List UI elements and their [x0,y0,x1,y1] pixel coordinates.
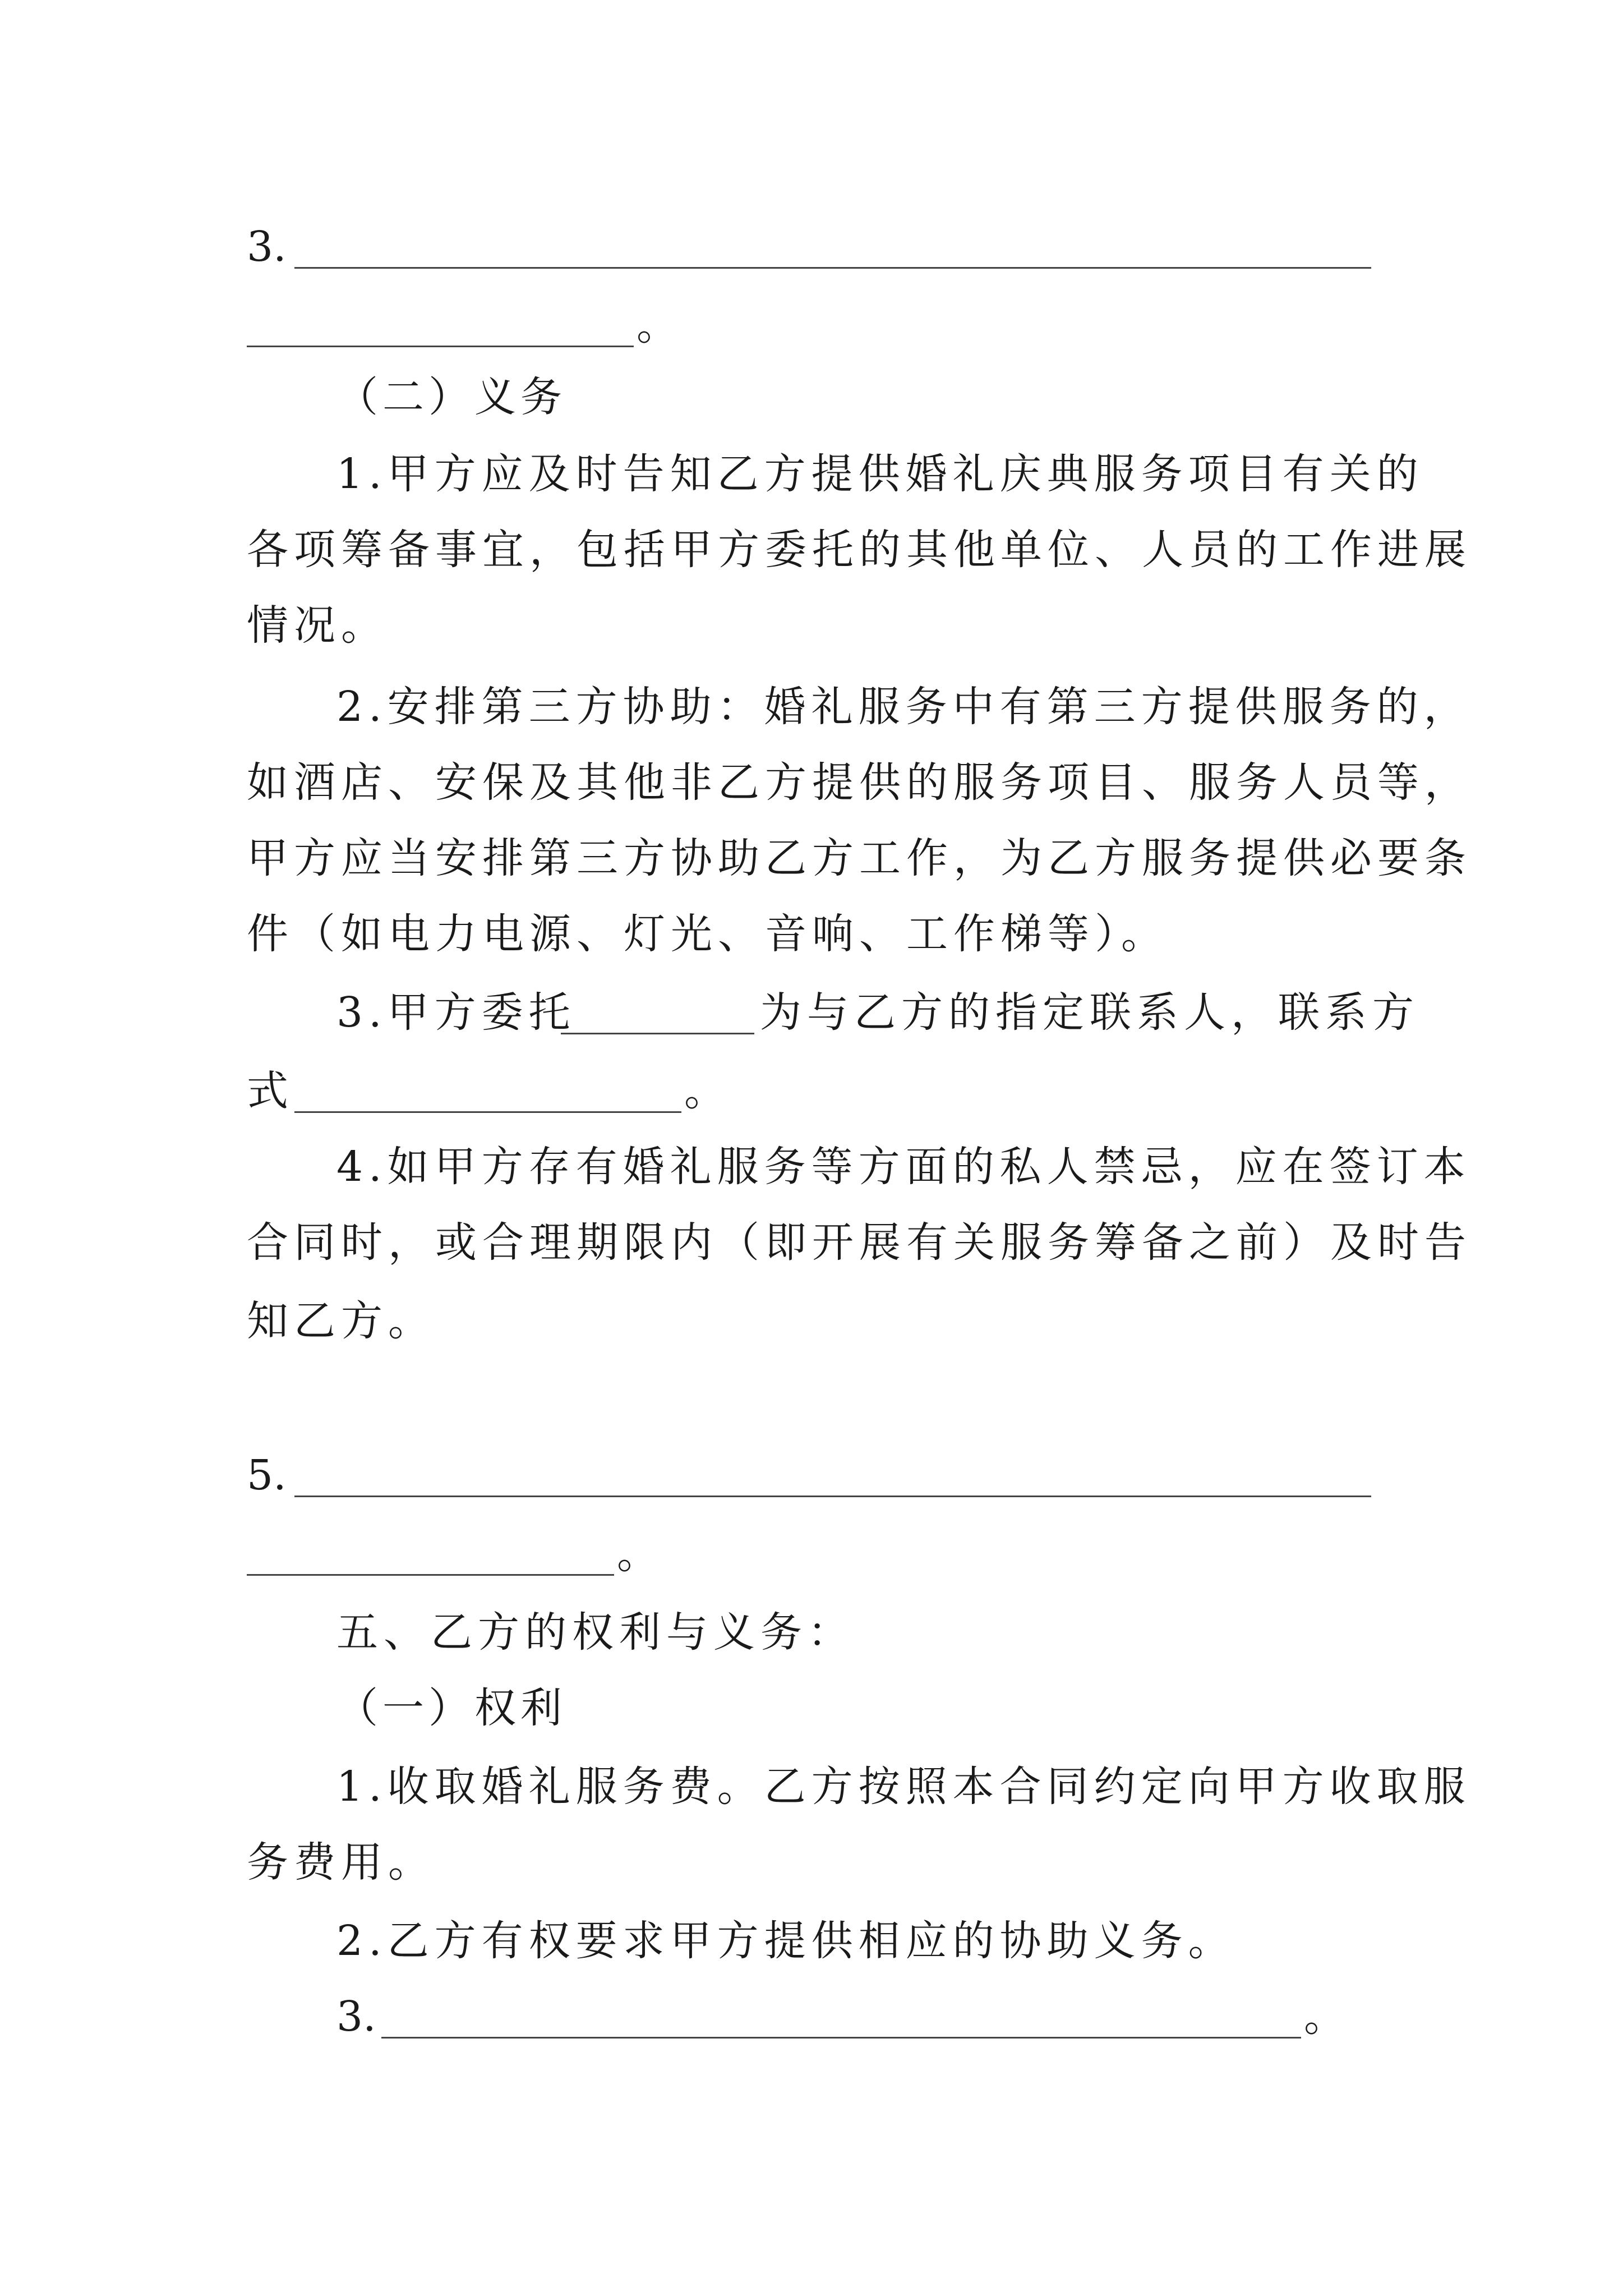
heading-text: （二）义务 [336,373,566,421]
period: 。 [637,301,683,349]
paragraph-text: 3.甲方委托 [336,988,576,1037]
paragraph-text: 1.甲方应及时告知乙方提供婚礼庆典服务项目有关的 [336,450,1424,498]
heading-text: （一）权利 [336,1684,566,1732]
fill-in-blank [381,2005,1301,2039]
period: 。 [1304,1993,1350,2041]
fill-in-blank [247,314,634,347]
contact-method-blank [294,1080,681,1113]
paragraph-text: 2.乙方有权要求甲方提供相应的协助义务。 [336,1917,1235,1965]
paragraph-text: 2.安排第三方协助：婚礼服务中有第三方提供服务的， [336,683,1471,731]
period: 。 [684,1067,730,1115]
paragraph-text: 甲方应当安排第三方协助乙方工作，为乙方服务提供必要条 [247,834,1472,882]
paragraph-text: 为与乙方的指定联系人，联系方 [760,988,1419,1037]
paragraph-text: 1.收取婚礼服务费。乙方按照本合同约定向甲方收取服 [336,1763,1471,1811]
fill-in-blank [247,1543,614,1576]
contact-person-blank [561,1001,754,1034]
paragraph-text: 各项筹备事宜，包括甲方委托的其他单位、人员的工作进展 [247,526,1472,574]
item-number: 3. [336,1993,376,2041]
paragraph-text: 4.如甲方存有婚礼服务等方面的私人禁忌，应在签订本 [336,1143,1471,1191]
paragraph-text: 务费用。 [247,1838,435,1887]
item-number: 5. [247,1451,287,1499]
paragraph-text: 情况。 [247,601,388,650]
period: 。 [617,1530,663,1578]
heading-text: 五、乙方的权利与义务： [336,1608,855,1657]
paragraph-text: 件（如电力电源、灯光、音响、工作梯等）。 [247,910,1168,958]
item-number: 3. [247,223,287,271]
paragraph-text: 合同时，或合理期限内（即开展有关服务筹备之前）及时告 [247,1218,1472,1267]
paragraph-text: 式 [247,1067,293,1115]
paragraph-text: 知乙方。 [247,1297,435,1345]
fill-in-blank [294,236,1371,269]
paragraph-text: 如酒店、安保及其他非乙方提供的服务项目、服务人员等， [247,758,1472,807]
fill-in-blank [294,1464,1371,1497]
